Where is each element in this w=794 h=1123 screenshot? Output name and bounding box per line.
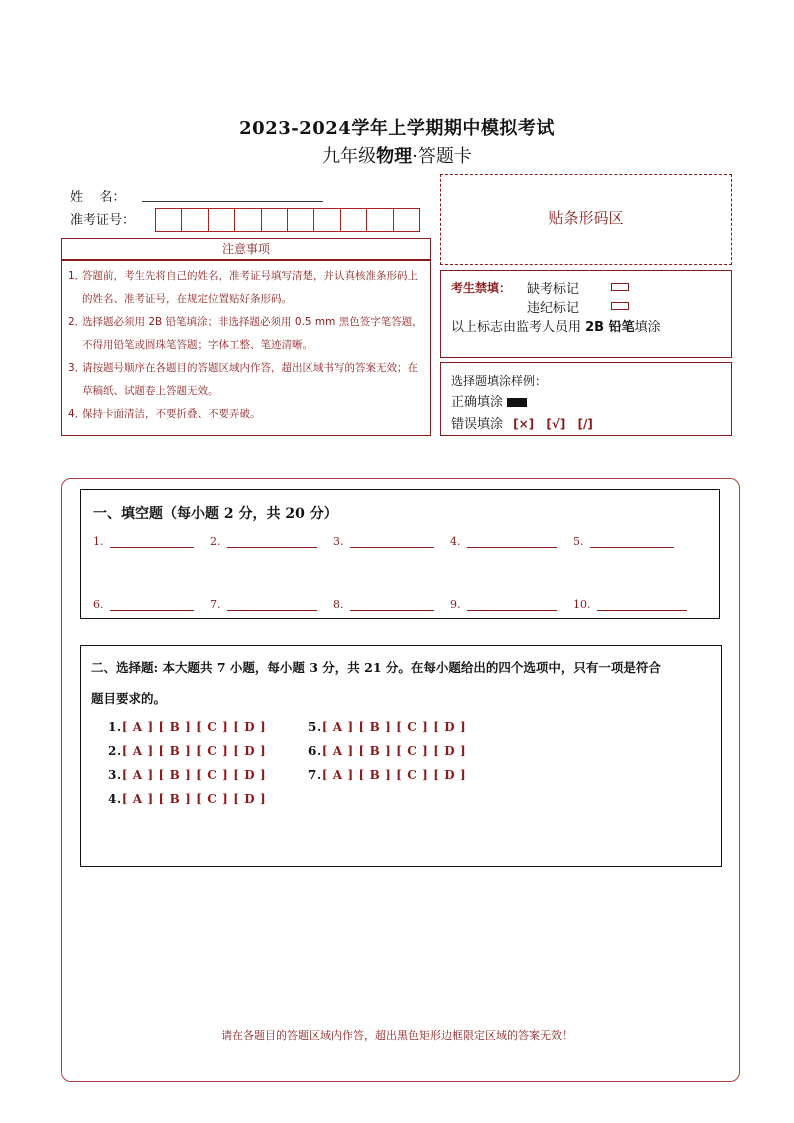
- blank-7[interactable]: 7.: [210, 598, 317, 611]
- choice-q3[interactable]: 3.[ A ] [ B ] [ C ] [ D ]: [108, 768, 267, 782]
- blank-3[interactable]: 3.: [333, 535, 434, 548]
- blank-9[interactable]: 9.: [450, 598, 557, 611]
- notice-item: 4． 保持卡面清洁，不要折叠、不要弄破。: [68, 408, 261, 420]
- forbid-note: 以上标志由监考人员用 2B 铅笔填涂: [451, 320, 661, 335]
- choice-q2[interactable]: 2.[ A ] [ B ] [ C ] [ D ]: [108, 744, 267, 758]
- blank-5[interactable]: 5.: [573, 535, 674, 548]
- violation-mark[interactable]: [611, 302, 629, 310]
- section1-title: 一、填空题（每小题 2 分，共 20 分）: [93, 506, 338, 522]
- id-cell[interactable]: [262, 209, 288, 231]
- forbid-box: [440, 270, 732, 358]
- notice-item: 3． 请按题号顺序在各题目的答题区域内作答，超出区域书写的答案无效；在草稿纸、试题卷上答题无效。: [68, 362, 418, 397]
- exam-id-label: 准考证号：: [70, 213, 136, 228]
- blank-8[interactable]: 8.: [333, 598, 434, 611]
- choice-q6[interactable]: 6.[ A ] [ B ] [ C ] [ D ]: [308, 744, 467, 758]
- notice-body: [61, 260, 431, 436]
- notice-title: 注意事项: [61, 238, 431, 260]
- filled-mark-icon: [507, 398, 527, 407]
- forbid-title: 考生禁填：: [451, 281, 512, 295]
- exam-subtitle: [0, 142, 794, 168]
- sample-title: 选择题填涂样例：: [451, 374, 548, 388]
- exam-id-boxes[interactable]: [155, 208, 420, 232]
- wrong-sample: 错误填涂 [×] [√] [/]: [451, 417, 593, 432]
- choice-q7[interactable]: 7.[ A ] [ B ] [ C ] [ D ]: [308, 768, 467, 782]
- notice-item: 1． 答题前，考生先将自己的姓名，准考证号填写清楚，并认真核准条形码上的姓名、准考证号，在规定位置贴好条形码。: [68, 270, 418, 305]
- choice-q1[interactable]: 1.[ A ] [ B ] [ C ] [ D ]: [108, 720, 267, 734]
- id-cell[interactable]: [341, 209, 367, 231]
- exam-title: 2023-2024学年上学期期中模拟考试: [239, 118, 555, 139]
- blank-1[interactable]: 1.: [93, 535, 194, 548]
- absent-mark[interactable]: [611, 283, 629, 291]
- grade-label: 九年级: [322, 146, 377, 167]
- section2-title: 二、选择题: 本大题共 7 小题，每小题 3 分，共 21 分。在每小题给出的四个选项中，只有一项是符合 题目要求的。: [91, 660, 661, 706]
- id-cell[interactable]: [209, 209, 235, 231]
- blank-4[interactable]: 4.: [450, 535, 557, 548]
- footer-warning: 请在各题目的答题区域内作答，超出黑色矩形边框限定区域的答案无效！: [221, 1029, 573, 1042]
- name-field[interactable]: [142, 201, 323, 202]
- subject-label: 物理: [376, 146, 413, 167]
- id-cell[interactable]: [394, 209, 419, 231]
- id-cell[interactable]: [288, 209, 314, 231]
- sample-box: [440, 362, 732, 436]
- absent-label: 缺考标记: [527, 282, 580, 297]
- id-cell[interactable]: [235, 209, 261, 231]
- barcode-area: 贴条形码区: [440, 174, 732, 265]
- name-label: 姓 名：: [70, 190, 126, 205]
- id-cell[interactable]: [182, 209, 208, 231]
- id-cell[interactable]: [156, 209, 182, 231]
- notice-item: 2． 选择题必须用 2B 铅笔填涂；非选择题必须用 0.5 mm 黑色签字笔答题，不得用铅笔或圆珠笔答题；字体工整、笔迹清晰。: [68, 316, 423, 351]
- blank-6[interactable]: 6.: [93, 598, 194, 611]
- blank-10[interactable]: 10.: [573, 598, 687, 611]
- choice-section: [80, 645, 722, 867]
- correct-sample: 正确填涂: [451, 391, 527, 410]
- id-cell[interactable]: [314, 209, 340, 231]
- fill-blank-section: [80, 489, 720, 619]
- blank-2[interactable]: 2.: [210, 535, 317, 548]
- choice-q4[interactable]: 4.[ A ] [ B ] [ C ] [ D ]: [108, 792, 267, 806]
- violation-label: 违纪标记: [527, 301, 580, 316]
- card-label: ·答题卡: [412, 146, 472, 167]
- choice-q5[interactable]: 5.[ A ] [ B ] [ C ] [ D ]: [308, 720, 467, 734]
- id-cell[interactable]: [367, 209, 393, 231]
